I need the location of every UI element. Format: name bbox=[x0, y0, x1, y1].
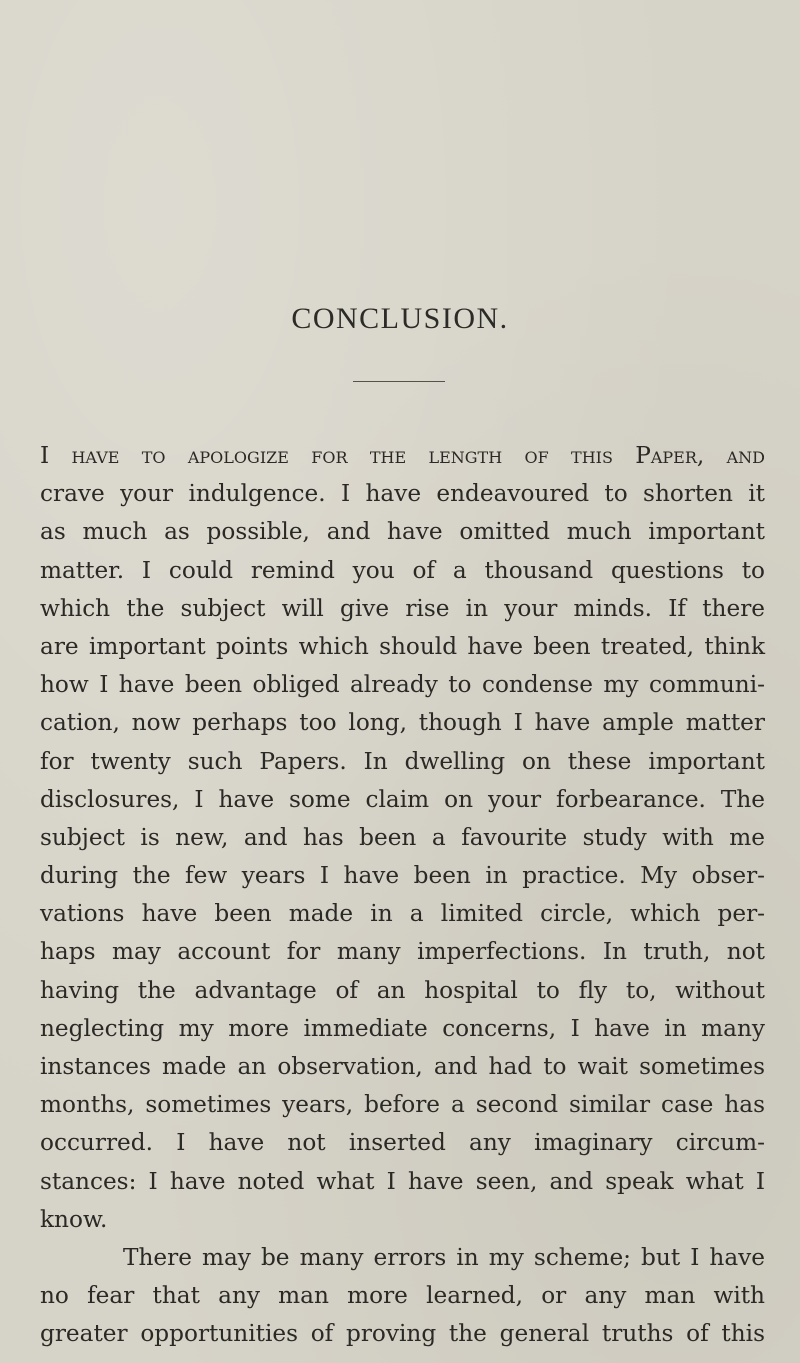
heading-rule bbox=[353, 381, 445, 382]
text-line: for twenty such Papers. In dwelling on these important bbox=[40, 747, 765, 775]
text-line: disclosures, I have some claim on your forbearance. The bbox=[40, 785, 765, 813]
text-line: occurred. I have not inserted any imaginary circum- bbox=[40, 1129, 765, 1157]
text-line: during the few years I have been in practice. My obser- bbox=[40, 862, 765, 890]
text-line: are important points which should have been treated, think bbox=[40, 632, 765, 660]
text-line: matter. I could remind you of a thousand questions to bbox=[40, 556, 765, 584]
text-line: cation, now perhaps too long, though I have ample matter bbox=[40, 709, 765, 737]
text-line: how I have been obliged already to condense my communi- bbox=[40, 671, 765, 699]
text-line: haps may account for many imperfections. In truth, not bbox=[40, 938, 765, 966]
body-text bbox=[40, 437, 765, 1354]
text-line: having the advantage of an hospital to fly to, without bbox=[40, 976, 765, 1004]
text-line: vations have been made in a limited circle, which per- bbox=[40, 900, 765, 928]
text-line: know. bbox=[40, 1205, 108, 1233]
text-line: neglecting my more immediate concerns, I have in many bbox=[40, 1014, 765, 1042]
page-heading: CONCLUSION. bbox=[291, 302, 509, 335]
text-line: greater opportunities of proving the general truths of this bbox=[40, 1320, 765, 1348]
text-line: subject is new, and has been a favourite study with me bbox=[40, 823, 765, 851]
text-line: crave your indulgence. I have endeavoured to shorten it bbox=[40, 480, 765, 508]
text-line: I have to apologize for the length of this Paper, and bbox=[40, 442, 765, 469]
text-line: no fear that any man more learned, or any man with bbox=[40, 1282, 765, 1310]
text-line: which the subject will give rise in your minds. If there bbox=[40, 594, 765, 622]
text-line: months, sometimes years, before a second similar case has bbox=[40, 1091, 765, 1119]
text-line: There may be many errors in my scheme; but I have bbox=[123, 1243, 765, 1271]
text-line: as much as possible, and have omitted much important bbox=[40, 518, 765, 546]
text-line: stances: I have noted what I have seen, and speak what I bbox=[40, 1167, 765, 1195]
text-line: instances made an observation, and had to wait sometimes bbox=[40, 1053, 765, 1080]
